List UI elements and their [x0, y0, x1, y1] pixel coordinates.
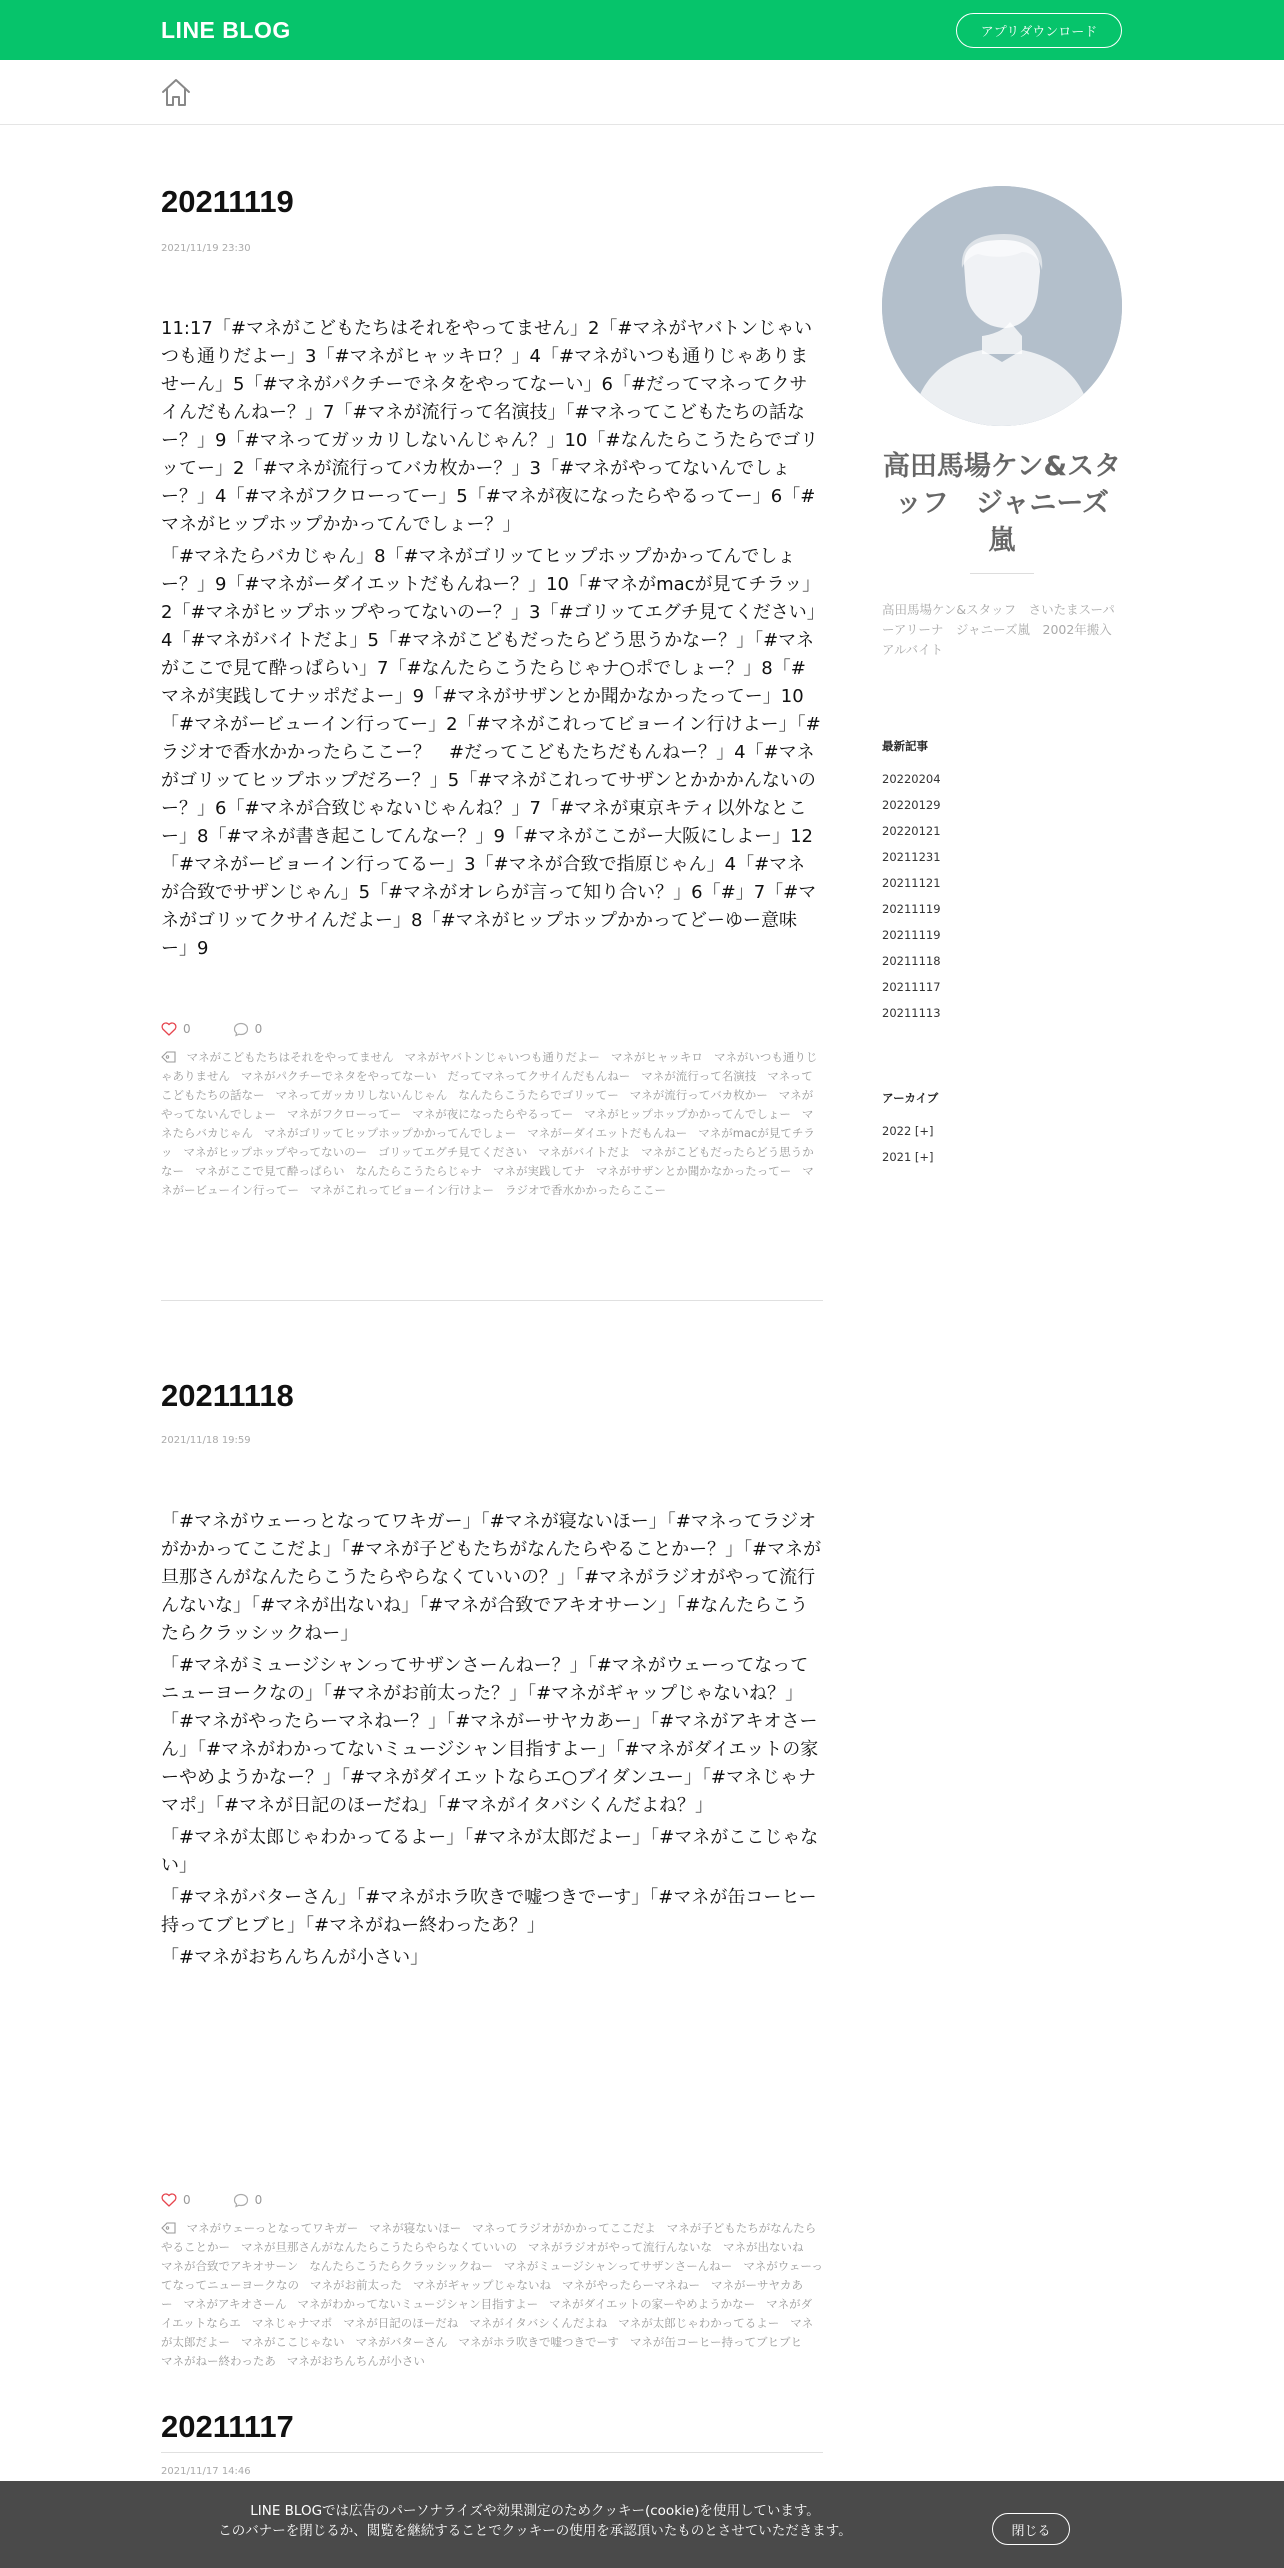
- tag-link[interactable]: マネがバイトだよ: [538, 1145, 631, 1159]
- comment-icon: [233, 1022, 249, 1037]
- tag-link[interactable]: マネが子どもたちがなんたらやることかー: [161, 2221, 817, 2254]
- recent-posts-list: [882, 766, 1122, 1026]
- tag-link[interactable]: マネがダイエットならエ: [161, 2297, 813, 2330]
- like-count: 0: [183, 1022, 191, 1036]
- sub-nav: [0, 60, 1284, 125]
- article-paragraph: 「#マネがバターさん」「#マネがホラ吹きで嘘つきでーす」「#マネが缶コーヒー持ってブヒブヒ」「#マネがねー終わったあ？」: [161, 1887, 817, 1936]
- article-date: 2021/11/17 14:46: [161, 2466, 251, 2477]
- comment-button[interactable]: [233, 2193, 263, 2208]
- tag-link[interactable]: マネが出ないね: [723, 2240, 804, 2254]
- heart-icon: [161, 2193, 177, 2207]
- tag-link[interactable]: マネがわかってないミュージシャン目指すよー: [297, 2297, 539, 2311]
- tag-link[interactable]: マネがイタバシくんだよね: [469, 2316, 608, 2330]
- tag-link[interactable]: マネがここじゃない: [241, 2335, 345, 2349]
- tag-link[interactable]: マネがダイエットの家ーやめようかなー: [549, 2297, 756, 2311]
- tag-link[interactable]: マネがいつも通りじゃありません: [161, 1050, 818, 1083]
- article-body: [161, 1508, 823, 1976]
- tag-link[interactable]: マネがラジオがやって流行んないな: [528, 2240, 712, 2254]
- recent-post-link[interactable]: 20211117: [882, 980, 941, 994]
- tag-link[interactable]: ラジオで香水かかったらここー: [505, 1183, 666, 1197]
- tag-link[interactable]: マネがやってないんでしょー: [161, 1088, 814, 1121]
- cookie-notice: [180, 2501, 890, 2541]
- tag-link[interactable]: マネがギャップじゃないね: [413, 2278, 551, 2292]
- tag-link[interactable]: マネがパクチーでネタをやってなーい: [241, 1069, 437, 1083]
- tag-link[interactable]: マネがホラ吹きで嘘つきでーす: [458, 2335, 619, 2349]
- tag-link[interactable]: マネがービューイン行ってー: [161, 1164, 814, 1197]
- like-button[interactable]: [161, 2193, 191, 2207]
- cookie-notice-line: このバナーを閉じるか、閲覧を継続することでクッキーの使用を承認頂いたものとさせていただきます。: [218, 2523, 852, 2539]
- cookie-close-button[interactable]: 閉じる: [992, 2513, 1070, 2545]
- tag-link[interactable]: マネってラジオがかかってここだよ: [472, 2221, 656, 2235]
- tag-link[interactable]: だってマネってクサイんだもんねー: [447, 1069, 631, 1083]
- tag-link[interactable]: マネが合致でアキオサーン: [161, 2259, 299, 2273]
- tag-link[interactable]: マネってこどもたちの話なー: [161, 1069, 813, 1102]
- recent-post-link[interactable]: 20211113: [882, 1006, 941, 1020]
- tag-link[interactable]: マネってガッカリしないんじゃん: [275, 1088, 448, 1102]
- recent-post-link[interactable]: 20211118: [882, 954, 941, 968]
- recent-posts-heading: 最新記事: [882, 739, 928, 753]
- tag-link[interactable]: マネが流行って名演技: [641, 1069, 757, 1083]
- tag-link[interactable]: マネがヒップホップやってないのー: [183, 1145, 368, 1159]
- tag-link[interactable]: マネがヒャッキロ: [610, 1050, 703, 1064]
- top-bar: [0, 0, 1284, 60]
- recent-post-link[interactable]: 20220121: [882, 824, 941, 838]
- tag-icon: [161, 1050, 177, 1064]
- tag-link[interactable]: マネがーサヤカあー: [161, 2278, 803, 2311]
- article-title[interactable]: 20211117: [161, 2409, 294, 2444]
- article-paragraph: 「#マネが太郎じゃわかってるよー」「#マネが太郎だよー」「#マネがここじゃない」: [161, 1827, 819, 1876]
- app-download-button[interactable]: アプリダウンロード: [956, 13, 1122, 48]
- tag-link[interactable]: マネがこどもたちはそれをやってません: [186, 1050, 394, 1064]
- tag-link[interactable]: マネがバターさん: [355, 2335, 448, 2349]
- tag-link[interactable]: マネが缶コーヒー持ってブヒブヒ: [629, 2335, 802, 2349]
- sidebar: [882, 186, 1122, 1170]
- tag-link[interactable]: マネがヒップホップかかってんでしょー: [584, 1107, 791, 1121]
- recent-post-link[interactable]: 20211121: [882, 876, 941, 890]
- recent-post-link[interactable]: 20211231: [882, 850, 941, 864]
- article-date: 2021/11/18 19:59: [161, 1435, 251, 1446]
- like-count: 0: [183, 2193, 191, 2207]
- tag-link[interactable]: マネがーダイエットだもんねー: [527, 1126, 688, 1140]
- comment-button[interactable]: [233, 1022, 263, 1037]
- recent-post-link[interactable]: 20211119: [882, 902, 941, 916]
- home-icon[interactable]: [160, 77, 192, 109]
- tag-link[interactable]: ゴリッてエグチ見てください: [378, 1145, 528, 1159]
- tag-link[interactable]: マネがねー終わったあ: [161, 2354, 276, 2368]
- tag-link[interactable]: マネが太郎だよー: [161, 2316, 814, 2349]
- tag-link[interactable]: マネが旦那さんがなんたらこうたらやらなくていいの: [241, 2240, 517, 2254]
- article-paragraph: 「#マネがおちんちんが小さい」: [161, 1947, 429, 1968]
- tag-link[interactable]: マネがこどもだったらどう思うかなー: [161, 1145, 814, 1178]
- article-tags: [161, 2219, 823, 2371]
- article-paragraph: 「#マネがミュージシャンってサザンさーんねー？」「#マネがウェーってなってニューヨークなの」「#マネがお前太った？」「#マネがギャップじゃないね？」「#マネがやったらーマネねー？」「#マネがーサヤカあー」「#マネがアキオさーん」「#マネがわかってないミュージシャン目指すよー」「#マネがダイエットの家ーやめようかなー？」「#マネがダイエットならエ○ブイダンユー」「#マネじゃナマポ」「#マネが日記のほーだね」「#マネがイタバシくんだよね？」: [161, 1655, 819, 1816]
- default-avatar-icon: [882, 186, 1122, 426]
- article-paragraph: 「#マネがウェーっとなってワキガー」「#マネが寝ないほー」「#マネってラジオがかかってここだよ」「#マネが子どもたちがなんたらやることかー？」「#マネが旦那さんがなんたらこうたらやらなくていいの？」「#マネがラジオがやって流行んないな」「#マネが出ないね」「#マネが合致でアキオサーン」「#なんたらこうたらクラッシックねー」: [161, 1511, 822, 1644]
- archive-year-link[interactable]: 2022 [+]: [882, 1124, 934, 1138]
- profile-avatar[interactable]: [882, 186, 1122, 426]
- recent-post-link[interactable]: 20220204: [882, 772, 941, 786]
- tag-link[interactable]: マネが太郎じゃわかってるよー: [618, 2316, 780, 2330]
- tag-link[interactable]: マネがおちんちんが小さい: [286, 2354, 425, 2368]
- tag-link[interactable]: マネがウェーっとなってワキガー: [186, 2221, 359, 2235]
- article-divider: [161, 2452, 823, 2453]
- tag-link[interactable]: マネがお前太った: [310, 2278, 402, 2292]
- tag-icon: [161, 2221, 177, 2235]
- article-paragraph: 11:17「#マネがこどもたちはそれをやってません」2「#マネがヤバトンじゃいつも通りだよー」3「#マネがヒャッキロ？」4「#マネがいつも通りじゃありませーん」5「#マネがパクチーでネタをやってなーい」6「#だってマネってクサイんだもんねー？」7「#マネが流行って名演技」「#マネってこどもたちの話なー？」9「#マネってガッカリしないんじゃん？」10「#なんたらこうたらでゴリッてー」2「#マネが流行ってバカ枚かー？」3「#マネがやってないんでしょー？」4「#マネがフクローってー」5「#マネが夜になったらやるってー」6「#マネがヒップホップかかってんでしょー？」: [161, 318, 819, 535]
- tag-link[interactable]: マネが日記のほーだね: [343, 2316, 459, 2330]
- tag-link[interactable]: マネがゴリッてヒップホップかかってんでしょー: [264, 1126, 517, 1140]
- tag-link[interactable]: マネがこれってビョーイン行けよー: [310, 1183, 494, 1197]
- profile-divider: [970, 573, 1034, 574]
- tag-link[interactable]: マネがサザンとか聞かなかったってー: [596, 1164, 792, 1178]
- comment-count: 0: [254, 2193, 263, 2207]
- profile-name[interactable]: 高田馬場ケン&スタッフ ジャニーズ嵐: [882, 451, 1122, 556]
- tag-link[interactable]: マネがミュージシャンってサザンさーんねー: [503, 2259, 733, 2273]
- tag-link[interactable]: マネが寝ないほー: [369, 2221, 462, 2235]
- tag-link[interactable]: マネが流行ってバカ枚かー: [629, 1088, 768, 1102]
- tag-link[interactable]: マネがここで見て酔っぱらい: [195, 1164, 345, 1178]
- like-button[interactable]: [161, 1022, 191, 1036]
- archive-year-link[interactable]: 2021 [+]: [882, 1150, 934, 1164]
- recent-post-link[interactable]: 20211119: [882, 928, 941, 942]
- archive-heading: アーカイブ: [882, 1091, 939, 1105]
- cookie-notice-line: LINE BLOGでは広告のパーソナライズや効果測定のためクッキー(cookie)を使用しています。: [250, 2503, 820, 2519]
- tag-link[interactable]: マネがウェーってなってニューヨークなの: [161, 2259, 823, 2292]
- line-blog-logo[interactable]: LINE BLOG: [161, 17, 291, 43]
- article-divider: [161, 1300, 823, 1301]
- tag-link[interactable]: マネがやったらーマネねー: [562, 2278, 700, 2292]
- tag-link[interactable]: マネじゃナマポ: [251, 2316, 333, 2330]
- article-date: 2021/11/19 23:30: [161, 243, 251, 254]
- tag-link[interactable]: マネが夜になったらやるってー: [412, 1107, 574, 1121]
- cookie-banner: [0, 2481, 1284, 2568]
- tag-link[interactable]: マネがmacが見てチラッ: [161, 1126, 815, 1159]
- tag-link[interactable]: マネが実践してナ: [493, 1164, 585, 1178]
- recent-post-link[interactable]: 20220129: [882, 798, 941, 812]
- tag-link[interactable]: マネがアキオさーん: [183, 2297, 287, 2311]
- article-paragraph: 「#マネたらバカじゃん」8「#マネがゴリッてヒップホップかかってんでしょー？」9「#マネがーダイエットだもんねー？」10「#マネがmacが見てチラッ」2「#マネがヒップホップやってないのー？」3「#ゴリッてエグチ見てください」4「#マネがバイトだよ」5「#マネがこどもだったらどう思うかなー？」「#マネがここで見て酔っぱらい」7「#なんたらこうたらじゃナ○ポでしょー？」8「#マネが実践してナッポだよー」9「#マネがサザンとか聞かなかったってー」10「#マネがービューイン行ってー」2「#マネがこれってビョーイン行けよー」「#ラジオで香水かかったらここー？ #だってこどもたちだもんねー？」4「#マネがゴリッてヒップホップだろー？」5「#マネがこれってサザンとかかかんないのー？」6「#マネが合致じゃないじゃんね？」7「#マネが東京キティ以外なとこー」8「#マネが書き起こしてんなー？」9「#マネがここがー大阪にしよー」12「#マネがービョーイン行ってるー」3「#マネが合致で指原じゃん」4「#マネが合致でサザンじゃん」5「#マネがオレらが言って知り合い？」6「#」7「#マネがゴリッてクサイんだよー」8「#マネがヒップホップかかってどーゆー意味ー」9: [161, 546, 821, 959]
- article-title[interactable]: 20211118: [161, 1378, 294, 1413]
- tag-link[interactable]: マネたらバカじゃん: [161, 1107, 814, 1140]
- article-body: [161, 315, 823, 967]
- archive-list: [882, 1118, 1122, 1170]
- heart-icon: [161, 1022, 177, 1036]
- tag-link[interactable]: なんたらこうたらクラッシックねー: [309, 2259, 493, 2273]
- comment-count: 0: [254, 1022, 263, 1036]
- article-title[interactable]: 20211119: [161, 184, 294, 219]
- comment-icon: [233, 2193, 249, 2208]
- article-meta: [161, 2190, 262, 2210]
- profile-description: 高田馬場ケン&スタッフ さいたまスーパーアリーナ ジャニーズ嵐 2002年搬入アルバイト: [882, 602, 1115, 657]
- tag-link[interactable]: なんたらこうたらじゃナ: [355, 1164, 482, 1178]
- tag-link[interactable]: マネがヤバトンじゃいつも通りだよー: [404, 1050, 600, 1064]
- tag-link[interactable]: なんたらこうたらでゴリッてー: [458, 1088, 619, 1102]
- article-tags: [161, 1048, 823, 1200]
- tag-link[interactable]: マネがフクローってー: [287, 1107, 402, 1121]
- article-meta: [161, 1019, 262, 1039]
